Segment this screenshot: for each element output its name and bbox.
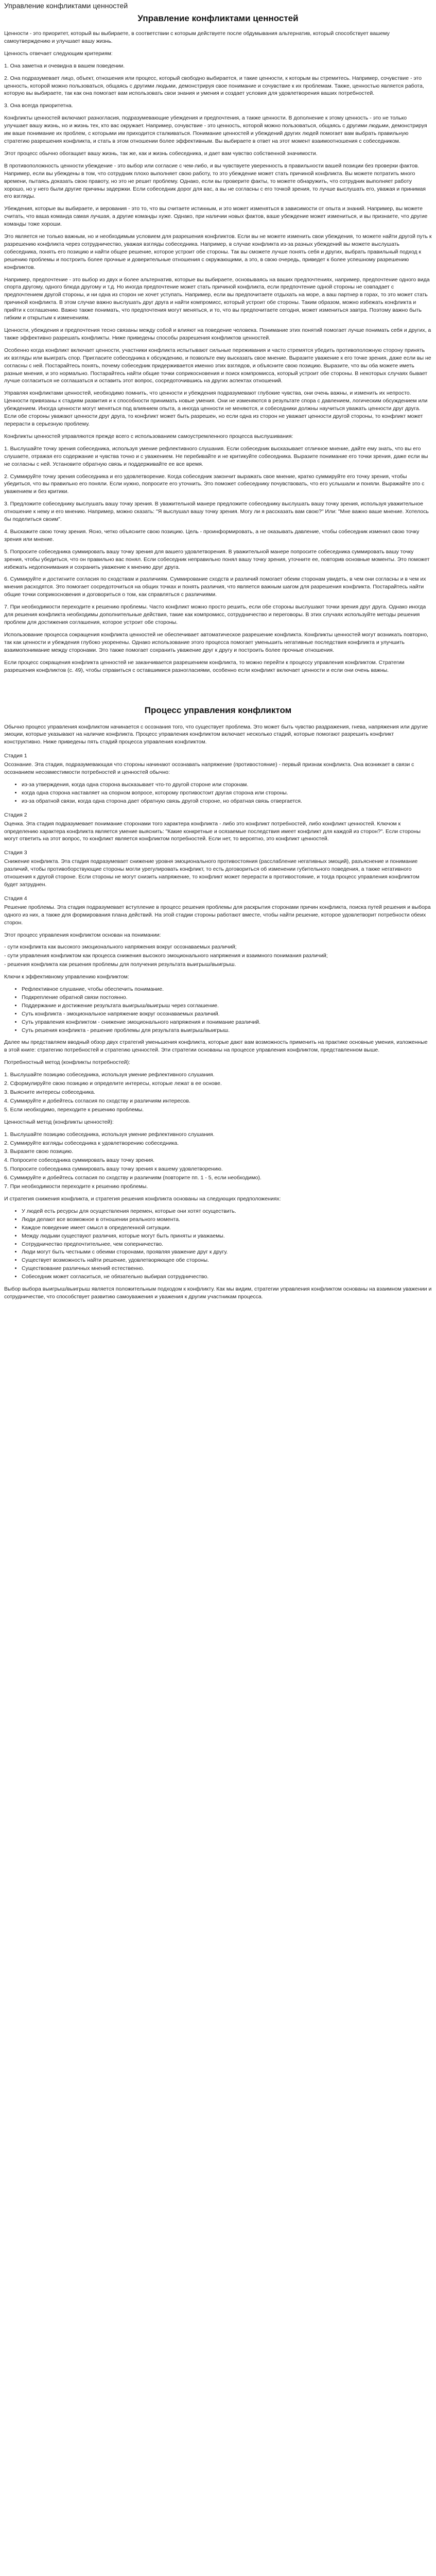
list-item: • Подкрепление обратной связи постоянно. bbox=[22, 994, 432, 1002]
paragraph: И стратегия снижения конфликта, и стратегия решения конфликта основаны на следующих предположениях: bbox=[4, 1195, 281, 1202]
list-item: • Сотрудничество предпочтительнее, чем соперничество. bbox=[22, 1241, 432, 1248]
paragraph: Решение проблемы. Эта стадия подразумевает вступление в процесс решения проблемы для раскрытия сторонами причин конфликта, поиска путей решения и выбора одного из них, а также для формирования плана действий. На этой стадии стороны работают вместе, чтобы найти решение, которое удовлетворит потребности обеих сторон. bbox=[4, 904, 431, 926]
list-item: • Суть управления конфликтом - снижение эмоционального напряжения и понимание различий. bbox=[22, 1019, 432, 1026]
paragraph: 7. При необходимости переходите к решению проблемы. Часто конфликт можно просто решить, если обе стороны выслушают точки зрения друг друга. Однако иногда для решения конфликта необходимы дополнительные действия, такие как компромисс, сотрудничество и переговоры. В этих случаях используйте методы решения проблем для достижения соглашения, которое устроит обе стороны. bbox=[4, 604, 426, 625]
list-item: • Люди делают все возможное в отношении реального момента. bbox=[22, 1216, 432, 1224]
list-item: • Существование различных мнений естественно. bbox=[22, 1265, 432, 1273]
paragraph: Этот процесс управления конфликтом основан на понимании: bbox=[4, 931, 161, 938]
paragraph: 4. Суммируйте и добейтесь согласия по сходству и различиям интересов. bbox=[4, 1097, 190, 1104]
stage-heading: Стадия 3 bbox=[4, 850, 27, 856]
bullet-list bbox=[4, 1208, 432, 1281]
list-item: • Суть конфликта - эмоциональное напряжение вокруг осознаваемых различий. bbox=[22, 1010, 432, 1018]
paragraph: 4. Попросите собеседника суммировать вашу точку зрения. bbox=[4, 1157, 155, 1164]
paragraph: Оценка. Эта стадия подразумевает понимание сторонами того характера конфликта - либо это конфликт потребностей, либо конфликт ценностей. Ключом к определению характера конфликта является умение выяснить: "Какие конкретные и осязаемые последствия имеет конфликт для каждой из сторон?". Если стороны могут ответить на этот вопрос, то конфликт является конфликтом потребностей. Если нет, то вероятно, это конфликт ценностей. bbox=[4, 820, 421, 842]
document-title: Управление конфликтами ценностей bbox=[4, 2, 128, 10]
paragraph: Убеждения, которые вы выбираете, и верования - это то, что вы считаете истинным, и это может изменяться в зависимости от опыта и знаний. Например, вы можете считать, что ваша команда самая лучшая, а другие команды хуже. Однако, при наличии новых фактов, ваше убеждение может измениться, и вы признаете, что другие команды тоже хороши. bbox=[4, 206, 428, 228]
list-item: • Каждое поведение имеет смысл в определенной ситуации. bbox=[22, 1224, 432, 1232]
paragraph: 2. Она подразумевает лицо, объект, отношения или процесс, который свободно выбирается, и такие ценности, к которым вы стремитесь. Например, сочувствие - это ценность, которой можно пользоваться, общаясь с другими людьми, демонстрируя свое понимание и сочувствие к их проблемам. Также, ценностью является работа, которую вы выбираете, так как она помогает вам использовать свои знания и умения и создает условия для удовлетворения ваших потребностей. bbox=[4, 75, 424, 97]
paragraph: Обычно процесс управления конфликтом начинается с осознания того, что существует проблема. Это может быть чувство раздражения, гнева, напряжения или другие эмоции, которые указывают на наличие конфликта. Процесс управления конфликтом включает несколько стадий, которые помогают разрешить конфликт конструктивно. Ниже приведены пять стадий процесса управления конфликтом. bbox=[4, 723, 428, 745]
list-item: • когда одна сторона наставляет на спорном вопросе, которому противостоит другая сторона или стороны. bbox=[22, 789, 432, 797]
bullet-list bbox=[4, 781, 432, 805]
list-item: • У людей есть ресурсы для осуществления перемен, которые они хотят осуществить. bbox=[22, 1208, 432, 1215]
paragraph: Ключи к эффективному управлению конфликтом: bbox=[4, 974, 129, 980]
section-heading-values-conflict: Управление конфликтами ценностей bbox=[137, 13, 299, 23]
paragraph: 2. Суммируйте точку зрения собеседника и его удовлетворение. Когда собеседник закончит выражать свое мнение, кратко суммируйте его точку зрения, чтобы убедиться, что вы правильно его поняли. Если нужно, попросите его уточнить. Это поможет собеседнику почувствовать, что его услышали и поняли. Выражайте это с уважением и без критики. bbox=[4, 473, 425, 495]
section-heading-conflict-process: Процесс управления конфликтом bbox=[144, 705, 292, 716]
paragraph: 3. Она всегда приоритетна. bbox=[4, 103, 73, 109]
paragraph: 1. Выслушайте позицию собеседника, используя умение рефлективного слушания. bbox=[4, 1131, 215, 1138]
stage-heading: Стадия 2 bbox=[4, 811, 27, 818]
paragraph: Управляя конфликтами ценностей, необходимо помнить, что ценности и убеждения подразумевают глубокие чувства, они очень важны, и изменить их непросто. Ценности привязаны к стадиям развития и к способности принимать новые умения. Они не изменяются в результате спора с давлением, логическим обсуждением или убеждением. Иногда ценности могут меняться под влиянием опыта, а иногда ценности не меняются, и собеседники должны научиться уважать ценности друг друга. Если обе стороны уважают ценности друг друга, то конфликт может быть разрешен, но если одна из сторон не уважает ценности другой стороны, то конфликт может перерасти в серьезную проблему. bbox=[4, 390, 428, 427]
list-item: • Собеседник может согласиться, не обязательно выбирая сотрудничество. bbox=[22, 1273, 432, 1281]
list-item: • Люди могут быть честными с обеими сторонами, проявляя уважение друг к другу. bbox=[22, 1248, 432, 1256]
paragraph: 6. Суммируйте и добейтесь согласия по сходству и различиям (повторите пп. 1 - 5, если необходимо). bbox=[4, 1175, 261, 1181]
list-item: • Поддержание и достижение результата выигрыш/выигрыш через соглашение. bbox=[22, 1002, 432, 1010]
paragraph: Осознание. Эта стадия, подразумевающая что стороны начинают осознавать напряжение (противостояние) - первый признак конфликта. Она возникает в связи с осознанием несовместимости потребностей и ценностей обычно: bbox=[4, 761, 414, 776]
paragraph: 7. При необходимости переходите к решению проблемы. bbox=[4, 1183, 148, 1190]
section-conflict-process bbox=[4, 723, 432, 1301]
paragraph: 5. Если необходимо, переходите к решению проблемы. bbox=[4, 1106, 144, 1113]
paragraph: 2. Сформулируйте свою позицию и определите интересы, которые лежат в ее основе. bbox=[4, 1080, 222, 1087]
list-item: • Существует возможность найти решение, удовлетворяющее обе стороны. bbox=[22, 1257, 432, 1264]
paragraph: - сути конфликта как высокого эмоционального напряжения вокруг осознаваемых различий; bbox=[4, 944, 237, 951]
paragraph: - сути управления конфликтом как процесса снижения высокого эмоционального напряжения и взаимного понимания различий; bbox=[4, 953, 328, 959]
paragraph: 3. Предложите собеседнику выслушать вашу точку зрения. В уважительной манере предложите собеседнику выслушать вашу точку зрения, используя уважительное отношение к нему и его мнению. Например, можно сказать: "Я выслушал вашу точку зрения. Могу ли я рассказать вам свою?" Или: "Мне важно ваше мнение. Хотелось бы поделиться своим". bbox=[4, 501, 429, 523]
paragraph: Ценностный метод (конфликты ценностей): bbox=[4, 1118, 114, 1125]
paragraph: Ценности - это приоритет, который вы выбираете, в соответствии с которым действуете после обдумывания альтернатив, который способствует вашему самоутверждению и улучшает вашу жизнь. bbox=[4, 30, 390, 44]
paragraph: Ценность отвечает следующим критериям: bbox=[4, 50, 113, 57]
paragraph: В противоположность ценности убеждение - это выбор или согласие с чем-либо, и вы чувствуете уверенность в правильности вашей позиции без проверки фактов. Например, если вы убеждены в том, что сотрудник плохо выполняет свою работу, то это убеждение может стать причиной конфликта. Вы можете потратить много времени, пытаясь доказать свою правоту, но это не решит проблему. Однако, если вы проверите факты, то можете обнаружить, что сотрудник выполняет работу хорошо, но у него были другие причины задержки. Если собеседник дорог для вас, а вы не согласны с его точкой зрения, то лучше выслушать его, уважая и принимая его взгляды. bbox=[4, 162, 426, 200]
paragraph: 5. Попросите собеседника суммировать вашу точку зрения к вашему удовлетворению. bbox=[4, 1166, 223, 1173]
paragraph: 6. Суммируйте и достигните согласия по сходствам и различиям. Суммирование сходств и различий помогает обеим сторонам увидеть, в чем они согласны и в чем их мнения расходятся. Это помогает сосредоточиться на общих точках и понять различия, что является важным шагом для разрешения конфликта. Постарайтесь найти общие точки соприкосновения и договориться о том, как справляться с различиями. bbox=[4, 576, 426, 598]
stage-heading: Стадия 1 bbox=[4, 753, 27, 759]
list-item: • из-за утверждения, когда одна сторона высказывает что-то другой стороне или сторонам. bbox=[22, 781, 432, 789]
paragraph: Ценности, убеждения и предпочтения тесно связаны между собой и влияют на поведение человека. Понимание этих понятий помогает лучше понимать себя и других, а также эффективно разрешать конфликты. Ниже приведены способы разрешения конфликтов ценностей. bbox=[4, 327, 431, 341]
paragraph: 3. Выясните интересы собеседника. bbox=[4, 1089, 96, 1095]
paragraph: Конфликты ценностей включают разногласия, подразумевающие убеждения и предпочтения, а также ценности. В дополнение к этому ценность - это не только улучшает вашу жизнь, но и жизнь тех, кто вас окружает. Например, сочувствие - это ценность, которой можно пользоваться, общаясь с другими людьми, демонстрируя им ваше понимание их проблем, с которыми им приходится сталкиваться. Понимание ценностей и убеждений других людей помогает вам выбрать правильную стратегию разрешения конфликта, и стать в этом отношении более эффективным. Вы выбираете в ответ на этот момент взаимоотношения с собеседником. bbox=[4, 115, 427, 144]
bullet-list bbox=[4, 986, 432, 1034]
list-item: • Рефлективное слушание, чтобы обеспечить понимание. bbox=[22, 986, 432, 993]
paragraph: 3. Выразите свою позицию. bbox=[4, 1148, 74, 1155]
stage-heading: Стадия 4 bbox=[4, 895, 27, 902]
paragraph: 1. Она заметна и очевидна в вашем поведении. bbox=[4, 62, 125, 69]
paragraph: Потребностный метод (конфликты потребностей): bbox=[4, 1059, 131, 1066]
list-item: • Суть решения конфликта - решение проблемы для результата выигрыш/выигрыш. bbox=[22, 1027, 432, 1035]
paragraph: Например, предпочтение - это выбор из двух и более альтернатив, которые вы выбираете, основываясь на ваших предпочтениях, например, предпочтение одного вида спорта другому, одного блюда другому и т.д. Но иногда предпочтение может стать причиной конфликта, если предпочтение одной стороны не совпадает с предпочтением другой стороны, и ни одна из сторон не хочет уступать. Например, если вы предпочитаете отдыхать на море, а ваш партнер в горах, то это может стать причиной конфликта. В этом случае важно выслушать друг друга и найти компромисс, который устроит обе стороны. Таким образом, можно избежать конфликта и прийти к соглашению. Важно также понимать, что предпочтения могут меняться, и то, что вы предпочитаете сегодня, может измениться завтра. Поэтому важно быть гибким и открытым к изменениям. bbox=[4, 276, 430, 321]
paragraph: Снижение конфликта. Эта стадия подразумевает снижение уровня эмоционального противостояния (расслабление негативных эмоций), разъяснение и понимание различий, чтобы противоборствующие стороны могли урегулировать конфликт, то есть договориться об изменении губительного поведения, а также негативного отношения к другой стороне. Если стороны не могут снизить напряжение, то конфликт может перерасти в противостояние, и тогда процесс управления конфликтом будет затруднен. bbox=[4, 858, 420, 888]
paragraph: Использование процесса сокращения конфликта ценностей не обеспечивает автоматическое разрешение конфликта. Конфликты ценностей могут возникать повторно, так как ценности и убеждения глубоко укоренены. Однако использование этого процесса помогает уменьшить негативные последствия конфликта и улучшить взаимопонимание между сторонами. Это также помогает сохранить уважение друг к другу и построить более прочные отношения. bbox=[4, 631, 428, 653]
paragraph: 1. Выслушайте точку зрения собеседника, используя умение рефлективного слушания. Если собеседник высказывает отличное мнение, дайте ему знать, что вы его слушаете, отражая его содержание и чувства точно и с уважением. Не перебивайте и не критикуйте собеседника. Выразите понимание его точки зрения, даже если вы не согласны с ней. Установите обратную связь и поддерживайте ее все время. bbox=[4, 445, 428, 467]
paragraph: - решения конфликта как решения проблемы для получения результата выигрыш/выигрыш. bbox=[4, 961, 236, 968]
paragraph: Этот процесс обычно обогащает вашу жизнь, так же, как и жизнь собеседника, и дает вам чувство собственной значимости. bbox=[4, 150, 318, 157]
paragraph: 1. Выслушайте позицию собеседника, используя умение рефлективного слушания. bbox=[4, 1072, 215, 1078]
list-item: • из-за обратной связи, когда одна сторона дает обратную связь другой стороне, но обратная связь отвергается. bbox=[22, 798, 432, 805]
paragraph: Выбор выбора выигрыш/выигрыш является положительным подходом к конфликту. Как мы видим, стратегии управления конфликтом основаны на взаимном уважении и сотрудничестве, что способствует развитию самоуважения и уважения к другим участникам процесса. bbox=[4, 1286, 432, 1300]
section-spacer bbox=[4, 679, 432, 699]
paragraph: Далее мы представляем вводный обзор двух стратегий уменьшения конфликта, которые дают вам возможность применить на практике основные умения, изложенные в этой книге: стратегию потребностей и стратегию ценностей. Эти стратегии основаны на процессе управления конфликтом, представленном выше. bbox=[4, 1039, 428, 1054]
list-item: • Между людьми существуют различия, которые могут быть приняты и уважаемы. bbox=[22, 1232, 432, 1240]
paragraph: Если процесс сокращения конфликта ценностей не заканчивается разрешением конфликта, то можно перейти к процессу управления конфликтом. Стратегии разрешения конфликтов (с. 49), чтобы справиться с оставшимися разногласиями, особенно если конфликт включает ценности и если они очень важны. bbox=[4, 659, 405, 673]
paragraph: Особенно когда конфликт включает ценности, участники конфликта испытывают сильные переживания и часто стремятся убедить противоположную сторону принять их взгляды или выиграть спор. Пригласите собеседника к обсуждению, и позвольте ему высказать свое мнение. Выразите уважение к его точке зрения, даже если вы не согласны с ней. Постарайтесь понять, почему собеседник придерживается именно этих взглядов, и объясните свою позицию. Выразите, что вы оба можете иметь разные мнения, и это нормально. Постарайтесь найти общие точки соприкосновения и поиск компромисса, который устроит обе стороны. В некоторых случаях бывает лучше согласиться не соглашаться и оставить этот вопрос, сосредоточившись на других аспектах отношений. bbox=[4, 347, 431, 384]
paragraph: Это является не только важным, но и необходимым условием для разрешения конфликтов. Если вы не можете изменить свои убеждения, то можете найти другой путь к разрешению конфликта через сотрудничество, уважая взгляды собеседника. Например, в случае конфликта из-за разных убеждений вы можете выслушать собеседника, понять его позицию и найти общее решение, которое устроит обе стороны. Так вы сможете лучше понять себя и других, выбрать правильный подход к решению проблемы и построить более прочные и доверительные отношения с окружающими, а это, в свою очередь, приведет к более успешному разрешению конфликтов. bbox=[4, 233, 432, 270]
paragraph: 4. Выскажите свою точку зрения. Ясно, четко объясните свою позицию. Цель - проинформировать, а не оказывать давление, чтобы собеседник изменил свою точку зрения или мнение. bbox=[4, 528, 420, 543]
paragraph: Конфликты ценностей управляются прежде всего с использованием самоустремленного процесса выслушивания: bbox=[4, 433, 293, 439]
paragraph: 5. Попросите собеседника суммировать вашу точку зрения для вашего удовлетворения. В уважительной манере попросите собеседника суммировать вашу точку зрения, чтобы убедиться, что он правильно вас понял. Если собеседник неправильно понял вашу точку зрения, уточните ее, повторив основные моменты. Это поможет избежать недопонимания и сохранить уважение к мнению друг друга. bbox=[4, 548, 430, 570]
section-values-conflict bbox=[4, 30, 432, 674]
paragraph: 2. Суммируйте взгляды собеседника к удовлетворению собеседника. bbox=[4, 1140, 179, 1146]
